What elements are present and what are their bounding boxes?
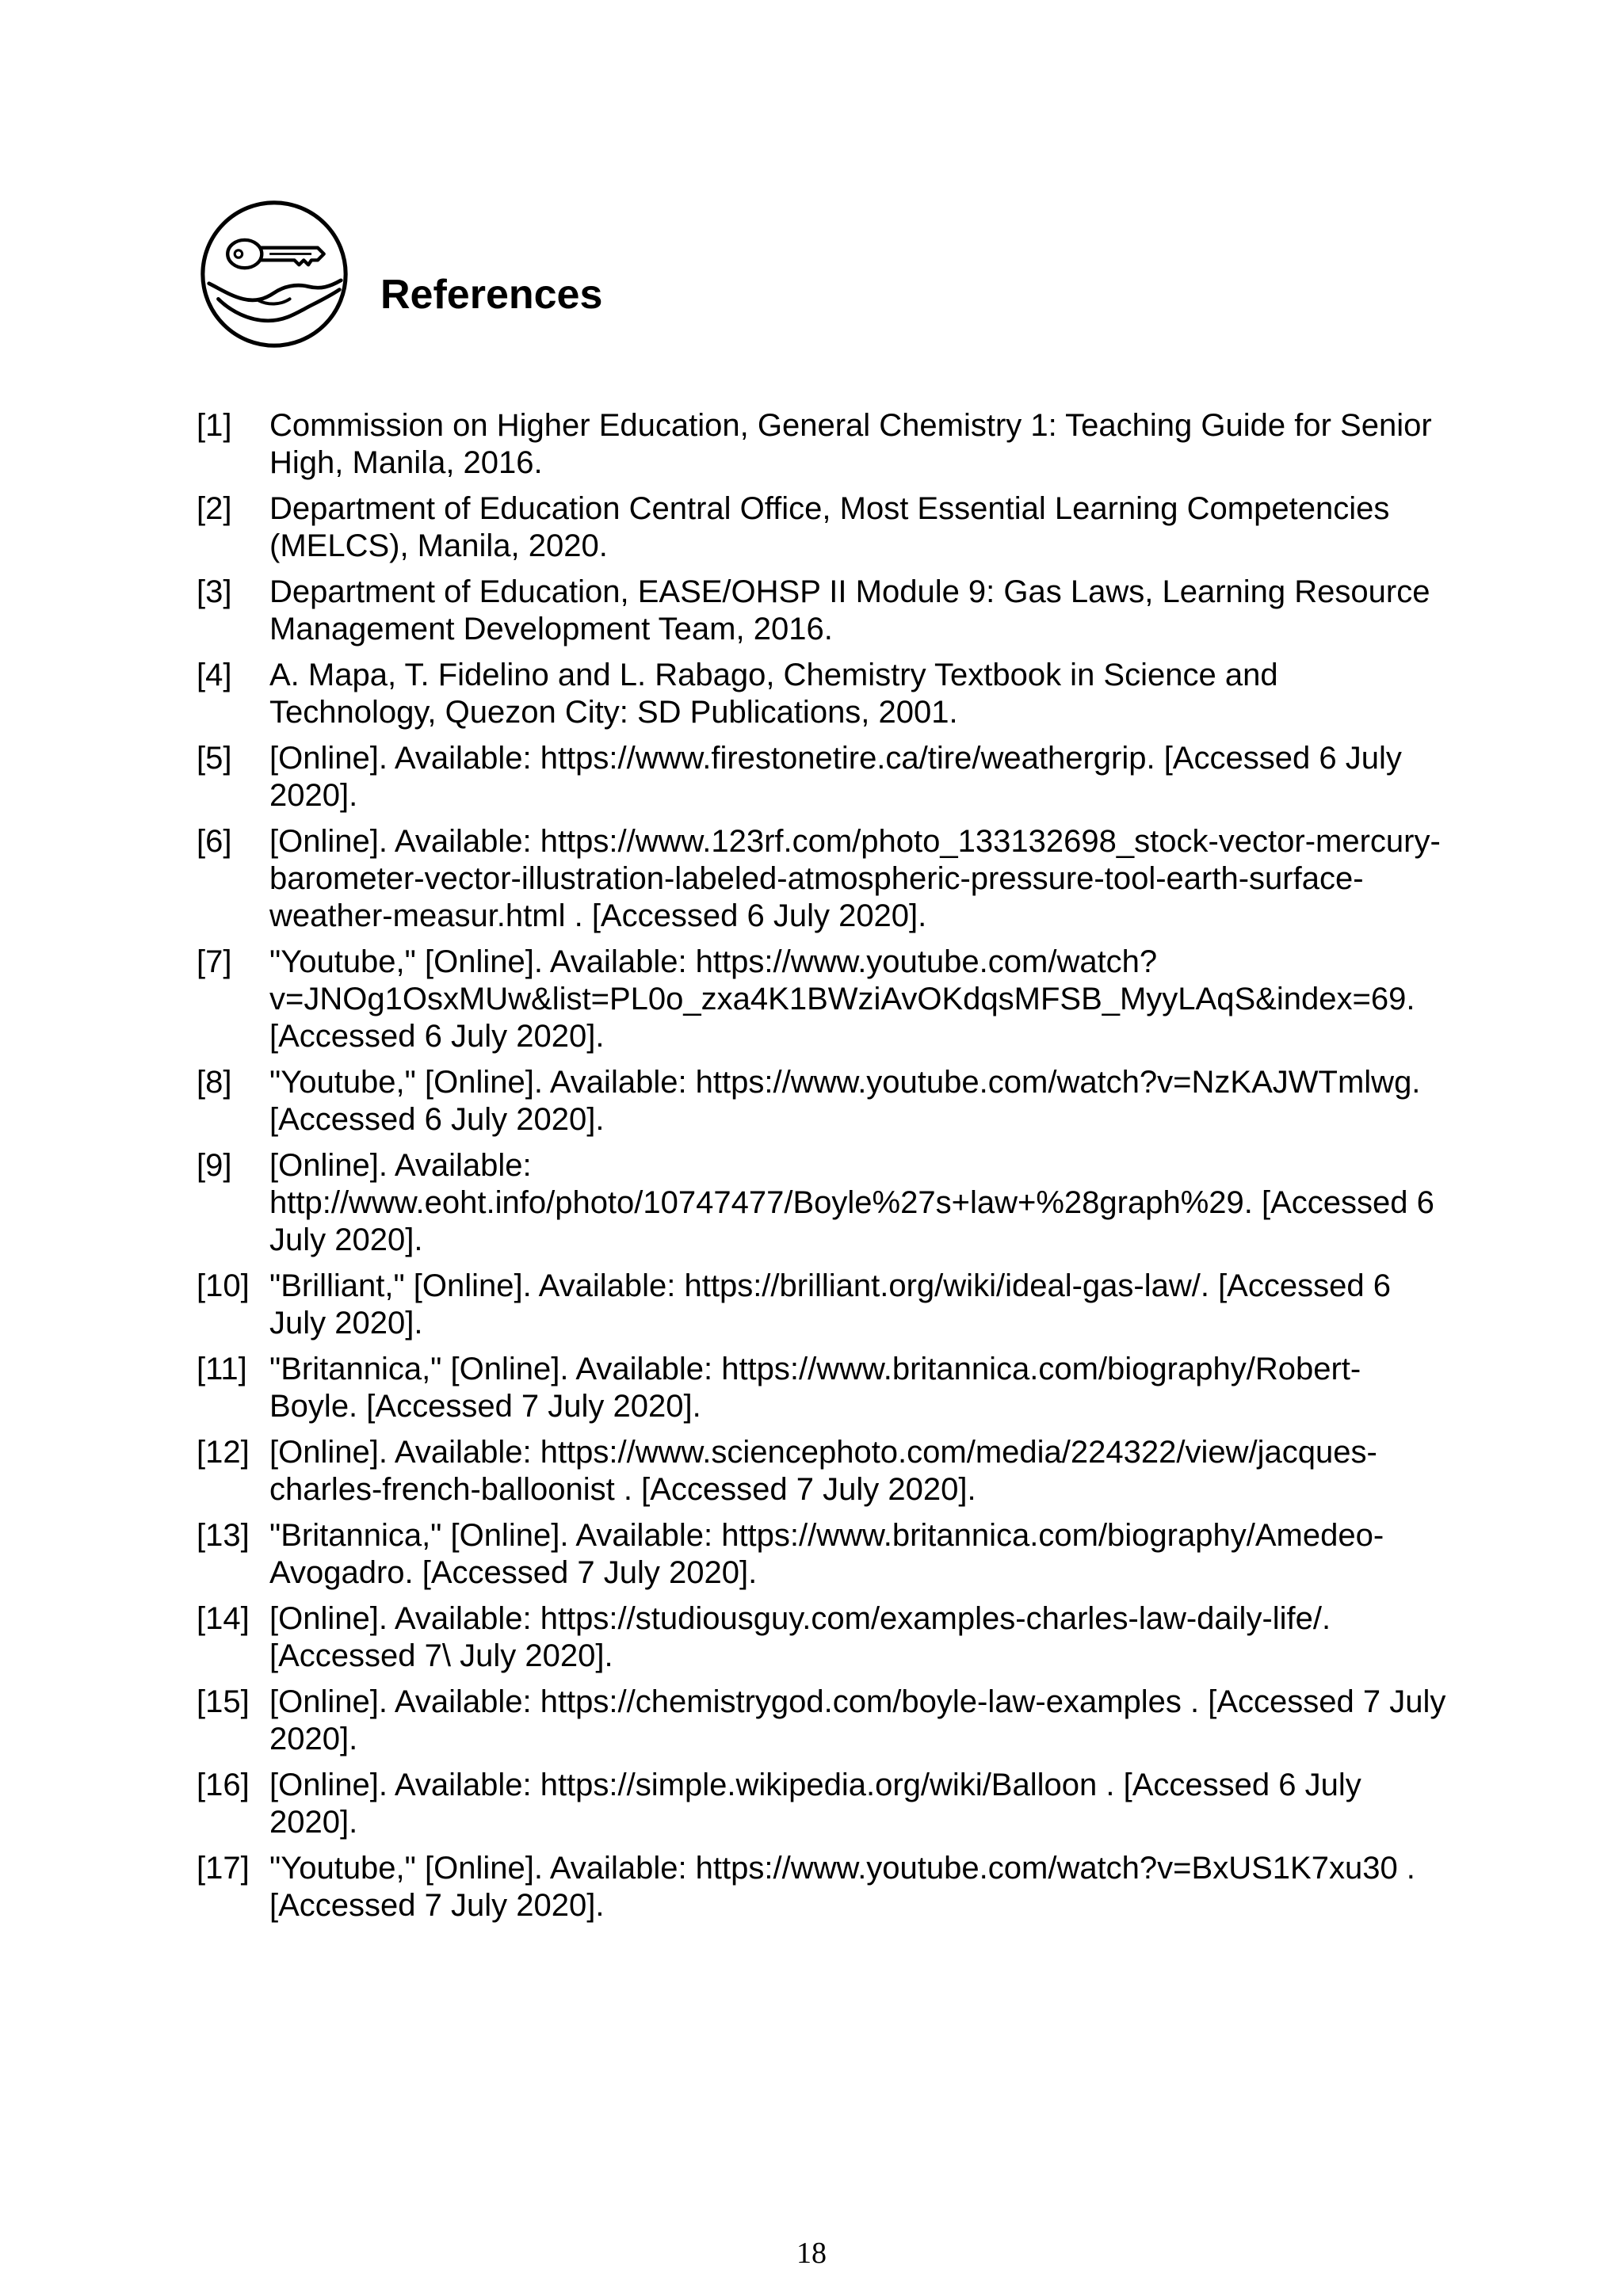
reference-item (197, 944, 1449, 1055)
reference-item (197, 574, 1449, 648)
reference-text: Commission on Higher Education, General Chemistry 1: Teaching Guide for Senior High, Manila, 2016. (269, 408, 1432, 480)
reference-text: [Online]. Available: http://www.eoht.info/photo/10747477/Boyle%27s+law+%28graph%29. [Accessed 6 July 2020]. (269, 1148, 1434, 1257)
reference-text: "Britannica," [Online]. Available: https://www.britannica.com/biography/Robert-Boyle. [Accessed 7 July 2020]. (269, 1352, 1361, 1424)
reference-number: [8] (197, 1065, 232, 1100)
reference-item (197, 740, 1449, 814)
reference-item (197, 490, 1449, 565)
reference-number: [12] (197, 1435, 250, 1470)
reference-text: "Britannica," [Online]. Available: https://www.britannica.com/biography/Amedeo-Avogadro. [Accessed 7 July 2020]. (269, 1518, 1384, 1590)
reference-text: "Youtube," [Online]. Available: https://www.youtube.com/watch?v=NzKAJWTmlwg. [Accessed 6 July 2020]. (269, 1065, 1421, 1137)
reference-number: [7] (197, 944, 232, 979)
reference-number: [9] (197, 1148, 232, 1183)
reference-number: [15] (197, 1684, 250, 1719)
reference-item (197, 1351, 1449, 1425)
reference-text: [Online]. Available: https://chemistrygod.com/boyle-law-examples . [Accessed 7 July 2020]. (269, 1684, 1446, 1756)
reference-text: Department of Education, EASE/OHSP II Module 9: Gas Laws, Learning Resource Management Development Team, 2016. (269, 574, 1430, 646)
reference-item (197, 1147, 1449, 1259)
reference-text: [Online]. Available: https://simple.wikipedia.org/wiki/Balloon . [Accessed 6 July 2020]. (269, 1768, 1361, 1840)
reference-item (197, 407, 1449, 482)
reference-item (197, 1600, 1449, 1675)
reference-text: "Youtube," [Online]. Available: https://www.youtube.com/watch?v=BxUS1K7xu30 . [Accessed 7 July 2020]. (269, 1851, 1415, 1923)
reference-text: A. Mapa, T. Fidelino and L. Rabago, Chemistry Textbook in Science and Technology, Quezon City: SD Publications, 2001. (269, 658, 1278, 730)
reference-text: "Brilliant," [Online]. Available: https://brilliant.org/wiki/ideal-gas-law/. [Accessed 6 July 2020]. (269, 1268, 1391, 1341)
reference-number: [13] (197, 1518, 250, 1553)
reference-number: [16] (197, 1768, 250, 1802)
reference-number: [2] (197, 491, 232, 526)
reference-number: [1] (197, 408, 232, 443)
references-header (197, 196, 910, 355)
reference-item (197, 1767, 1449, 1841)
reference-list (197, 407, 1449, 1933)
reference-number: [4] (197, 658, 232, 692)
reference-text: [Online]. Available: https://www.123rf.com/photo_133132698_stock-vector-mercury-barometer-vector-illustration-labeled-atmospheric-pressure-tool-earth-surface-weather-measur.html . [Accessed 6 July 2020]. (269, 824, 1441, 933)
reference-number: [3] (197, 574, 232, 609)
reference-item (197, 1684, 1449, 1758)
reference-item (197, 823, 1449, 935)
reference-item (197, 657, 1449, 731)
reference-text: [Online]. Available: https://www.sciencephoto.com/media/224322/view/jacques-charles-french-balloonist . [Accessed 7 July 2020]. (269, 1435, 1377, 1507)
reference-item (197, 1064, 1449, 1138)
reference-item (197, 1517, 1449, 1592)
reference-text: [Online]. Available: https://www.firestonetire.ca/tire/weathergrip. [Accessed 6 July 2020]. (269, 741, 1402, 813)
reference-number: [5] (197, 741, 232, 776)
reference-number: [6] (197, 824, 232, 859)
reference-number: [11] (197, 1352, 247, 1386)
reference-number: [10] (197, 1268, 250, 1303)
key-in-hand-icon (197, 196, 352, 352)
page-number: 18 (796, 2237, 827, 2270)
reference-item (197, 1268, 1449, 1342)
reference-number: [17] (197, 1851, 250, 1886)
page-title: References (380, 272, 603, 318)
reference-number: [14] (197, 1601, 250, 1636)
reference-item (197, 1850, 1449, 1924)
reference-text: [Online]. Available: https://studiousguy.com/examples-charles-law-daily-life/. [Accessed 7\ July 2020]. (269, 1601, 1331, 1673)
reference-text: "Youtube," [Online]. Available: https://www.youtube.com/watch?v=JNOg1OsxMUw&list=PL0o_zxa4K1BWziAvOKdqsMFSB_MyyLAqS&index=69. [Accessed 6 July 2020]. (269, 944, 1415, 1054)
reference-text: Department of Education Central Office, Most Essential Learning Competencies (MELCS), Manila, 2020. (269, 491, 1390, 563)
reference-item (197, 1434, 1449, 1508)
